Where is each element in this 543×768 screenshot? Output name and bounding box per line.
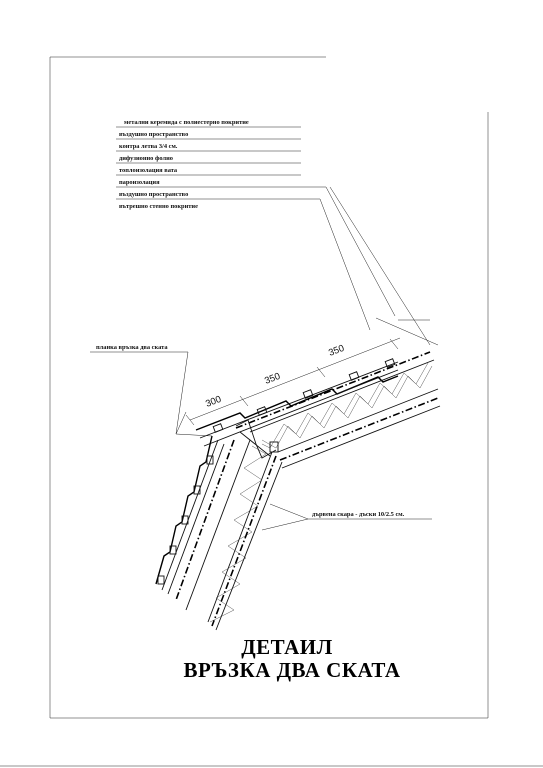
left-slope-assembly — [156, 436, 282, 630]
legend-item-8: вътрешно стенно покритие — [119, 203, 198, 210]
title-line-2: ВРЪЗКА ДВА СКАТА — [183, 658, 401, 682]
layer-legend — [116, 119, 395, 330]
legend-item-2: въздушно пространство — [119, 131, 189, 138]
legend-item-3: контра летва 3/4 см. — [119, 143, 178, 150]
ridge-flashing-label: планка връзка два ската — [96, 344, 168, 351]
ridge-connection — [176, 187, 438, 458]
legend-item-5: топлоизолация вата — [119, 167, 178, 174]
dimension-350-b: 350 — [327, 342, 346, 359]
legend-item-4: дифузионно фолио — [119, 155, 173, 162]
callout-timber-deck — [262, 504, 432, 530]
legend-item-6: пароизолация — [119, 179, 160, 186]
title-line-1: ДЕТАИЛ — [241, 635, 333, 659]
legend-item-1: метални керемида с полиестерно покритие — [124, 119, 249, 126]
legend-item-7: въздушно пространство — [119, 191, 189, 198]
callout-ridge-flashing — [90, 344, 188, 434]
drawing-title — [183, 635, 400, 682]
dimension-300: 300 — [204, 393, 223, 410]
timber-deck-label: дървена скара - дъски 10/2.5 см. — [312, 511, 405, 518]
dimension-350-a: 350 — [263, 370, 282, 387]
right-slope-assembly — [196, 352, 440, 468]
